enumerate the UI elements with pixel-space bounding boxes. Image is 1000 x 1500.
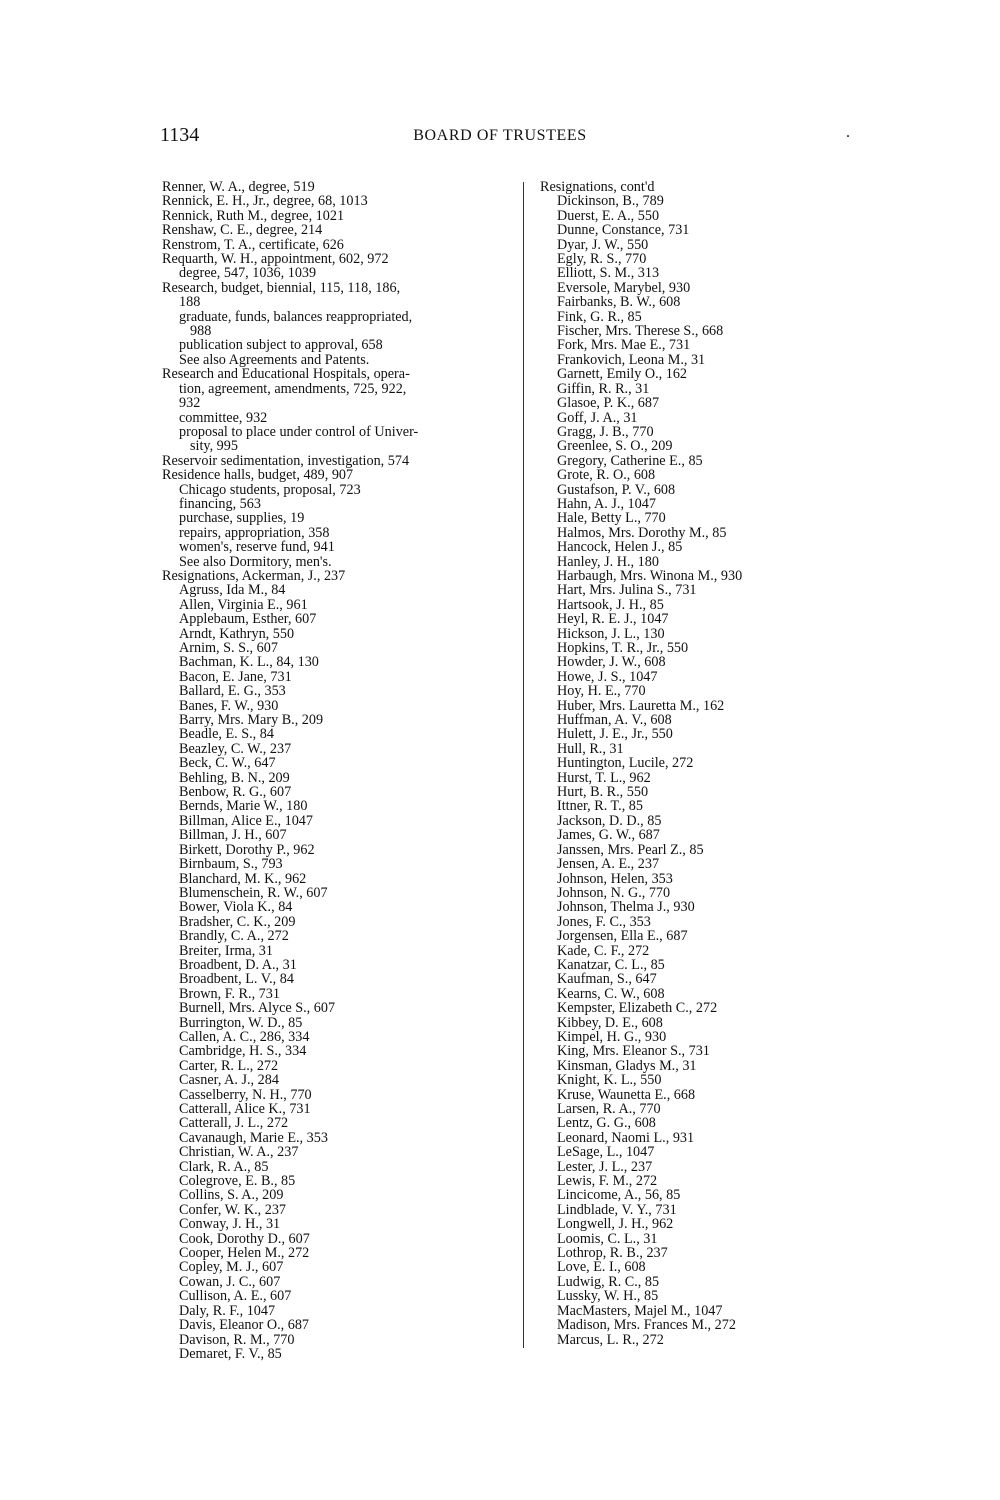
index-subentry: Duerst, E. A., 550 (557, 207, 660, 224)
index-subentry: Gustafson, P. V., 608 (557, 481, 676, 498)
index-subentry: Lindblade, V. Y., 731 (557, 1201, 677, 1218)
index-subentry: Lincicome, A., 56, 85 (557, 1187, 681, 1204)
index-subentry: Kempster, Elizabeth C., 272 (557, 1000, 718, 1017)
index-subentry: Arndt, Kathryn, 550 (179, 625, 295, 642)
index-subentry: Ballard, E. G., 353 (179, 683, 286, 700)
index-subentry: Broadbent, L. V., 84 (179, 971, 294, 988)
index-subentry: Burnell, Mrs. Alyce S., 607 (179, 1000, 336, 1017)
index-subentry: Jackson, D. D., 85 (557, 812, 662, 829)
index-subentry: Confer, W. K., 237 (179, 1201, 287, 1218)
index-subentry: Casselberry, N. H., 770 (179, 1086, 312, 1103)
index-subentry: Marcus, L. R., 272 (557, 1331, 664, 1348)
index-subentry: Beadle, E. S., 84 (179, 726, 274, 743)
index-subentry: repairs, appropriation, 358 (179, 524, 330, 541)
index-subentry: women's, reserve fund, 941 (179, 539, 335, 556)
index-subentry: Demaret, F. V., 85 (179, 1345, 282, 1362)
index-subentry: Jones, F. C., 353 (557, 913, 651, 930)
index-subentry: Davis, Eleanor O., 687 (179, 1317, 310, 1334)
index-subentry: Fischer, Mrs. Therese S., 668 (557, 323, 724, 340)
index-subentry: Carter, R. L., 272 (179, 1057, 279, 1074)
index-subentry: Breiter, Irma, 31 (179, 942, 273, 959)
index-subentry: Gregory, Catherine E., 85 (557, 452, 703, 469)
index-subentry: Lester, J. L., 237 (557, 1158, 653, 1175)
index-subentry: Hoy, H. E., 770 (557, 683, 646, 700)
index-subentry: proposal to place under control of Univer- (179, 423, 419, 440)
index-subentry: Larsen, R. A., 770 (557, 1101, 661, 1117)
index-subentry: Cowan, J. C., 607 (179, 1273, 281, 1290)
index-subentry: Casner, A. J., 284 (179, 1072, 279, 1089)
index-subentry: Lewis, F. M., 272 (557, 1173, 658, 1190)
page-header (0, 124, 1000, 150)
index-entry: Research, budget, biennial, 115, 118, 186, (162, 279, 401, 296)
index-subentry: Banes, F. W., 930 (179, 697, 279, 714)
index-entry: Reservoir sedimentation, investigation, 574 (162, 452, 410, 469)
index-entry: Resignations, Ackerman, J., 237 (162, 567, 346, 584)
index-subentry: purchase, supplies, 19 (179, 510, 305, 527)
index-entry: Renstrom, T. A., certificate, 626 (162, 236, 344, 253)
index-entry: Requarth, W. H., appointment, 602, 972 (162, 251, 389, 268)
index-subentry: Allen, Virginia E., 961 (179, 596, 308, 613)
index-subentry: Bernds, Marie W., 180 (179, 798, 308, 815)
index-subentry: Chicago students, proposal, 723 (179, 481, 361, 498)
index-subentry: Cooper, Helen M., 272 (179, 1245, 310, 1262)
index-subentry: Hartsook, J. H., 85 (557, 596, 664, 613)
index-subentry: Garnett, Emily O., 162 (557, 366, 688, 383)
index-subentry: Clark, R. A., 85 (179, 1158, 269, 1175)
index-subentry: Christian, W. A., 237 (179, 1144, 299, 1161)
index-subentry: Davison, R. M., 770 (179, 1331, 295, 1348)
index-subentry: Bachman, K. L., 84, 130 (179, 654, 319, 671)
index-subentry: Gragg, J. B., 770 (557, 423, 654, 440)
index-subentry: Beazley, C. W., 237 (179, 740, 292, 757)
index-subentry: sity, 995 (190, 438, 238, 455)
index-subentry: Kade, C. F., 272 (557, 942, 650, 959)
index-subentry: King, Mrs. Eleanor S., 731 (557, 1043, 710, 1060)
index-subentry: committee, 932 (179, 409, 268, 426)
index-subentry: Greenlee, S. O., 209 (557, 438, 673, 455)
index-subentry: Applebaum, Esther, 607 (179, 611, 317, 628)
index-subentry: graduate, funds, balances reappropriated, (179, 308, 413, 325)
index-entry: Renner, W. A., degree, 519 (162, 179, 315, 195)
index-subentry: Lothrop, R. B., 237 (557, 1245, 668, 1262)
index-subentry: Hurt, B. R., 550 (557, 784, 649, 801)
index-subentry: Behling, B. N., 209 (179, 769, 290, 786)
index-column-left (162, 180, 502, 1361)
index-subentry: Hahn, A. J., 1047 (557, 495, 656, 512)
index-subentry: Dickinson, B., 789 (557, 193, 664, 210)
index-subentry: Elliott, S. M., 313 (557, 265, 660, 282)
index-subentry: Longwell, J. H., 962 (557, 1216, 674, 1233)
index-subentry: Daly, R. F., 1047 (179, 1302, 276, 1319)
index-subentry: Hancock, Helen J., 85 (557, 539, 683, 556)
index-subentry: 932 (179, 395, 201, 412)
index-subentry: Billman, J. H., 607 (179, 827, 287, 844)
index-subentry: Fork, Mrs. Mae E., 731 (557, 337, 691, 354)
index-entry: Renshaw, C. E., degree, 214 (162, 222, 323, 239)
index-subentry: 988 (190, 323, 212, 340)
trailing-mark: . (846, 124, 850, 141)
index-subentry: Cook, Dorothy D., 607 (179, 1230, 310, 1247)
index-subentry: Johnson, N. G., 770 (557, 884, 671, 901)
index-subentry: Howe, J. S., 1047 (557, 668, 658, 685)
index-subentry: Broadbent, D. A., 31 (179, 956, 297, 973)
index-subentry: Johnson, Helen, 353 (557, 870, 673, 887)
index-subentry: Dyar, J. W., 550 (557, 236, 649, 253)
index-subentry: Harbaugh, Mrs. Winona M., 930 (557, 567, 743, 584)
index-subentry: publication subject to approval, 658 (179, 337, 383, 354)
index-subentry: financing, 563 (179, 495, 261, 512)
index-subentry: tion, agreement, amendments, 725, 922, (179, 380, 407, 397)
index-subentry: Cavanaugh, Marie E., 353 (179, 1129, 328, 1146)
index-subentry: Kruse, Waunetta E., 668 (557, 1086, 696, 1103)
index-subentry: Knight, K. L., 550 (557, 1072, 662, 1089)
index-subentry: Hull, R., 31 (557, 740, 624, 757)
index-subentry: Callen, A. C., 286, 334 (179, 1028, 310, 1045)
index-subentry: Hurst, T. L., 962 (557, 769, 651, 786)
index-subentry: Kaufman, S., 647 (557, 971, 657, 988)
index-subentry: LeSage, L., 1047 (557, 1144, 655, 1161)
index-subentry: MacMasters, Majel M., 1047 (557, 1302, 723, 1319)
index-subentry: Love, E. I., 608 (557, 1259, 646, 1276)
index-subentry: Birkett, Dorothy P., 962 (179, 841, 315, 858)
index-subentry: See also Dormitory, men's. (179, 553, 332, 570)
index-subentry: Agruss, Ida M., 84 (179, 582, 286, 599)
index-subentry: Benbow, R. G., 607 (179, 784, 292, 801)
index-subentry: Bower, Viola K., 84 (179, 899, 293, 916)
index-subentry: Kibbey, D. E., 608 (557, 1014, 663, 1031)
index-subentry: Hickson, J. L., 130 (557, 625, 665, 642)
index-subentry: Huber, Mrs. Lauretta M., 162 (557, 697, 725, 714)
index-subentry: Lentz, G. G., 608 (557, 1115, 656, 1132)
index-subentry: Lussky, W. H., 85 (557, 1288, 659, 1305)
index-subentry: Bradsher, C. K., 209 (179, 913, 296, 930)
index-entry: Research and Educational Hospitals, opera- (162, 366, 410, 383)
index-subentry: Brandly, C. A., 272 (179, 928, 289, 945)
index-subentry: Blanchard, M. K., 962 (179, 870, 307, 887)
index-subentry: James, G. W., 687 (557, 827, 660, 844)
index-subentry: Frankovich, Leona M., 31 (557, 351, 706, 368)
index-subentry: Grote, R. O., 608 (557, 467, 656, 484)
index-subentry: Hart, Mrs. Julina S., 731 (557, 582, 697, 599)
index-subentry: Leonard, Naomi L., 931 (557, 1129, 695, 1146)
index-subentry: Burrington, W. D., 85 (179, 1014, 303, 1031)
column-divider (523, 182, 524, 1348)
index-subentry: Kinsman, Gladys M., 31 (557, 1057, 697, 1074)
index-column-right (540, 180, 840, 1347)
index-subentry: Brown, F. R., 731 (179, 985, 280, 1002)
index-entry: Rennick, E. H., Jr., degree, 68, 1013 (162, 193, 368, 210)
index-subentry: Arnim, S. S., 607 (179, 640, 278, 656)
index-subentry: See also Agreements and Patents. (179, 351, 370, 368)
index-subentry: Bacon, E. Jane, 731 (179, 668, 292, 685)
page-number: 1134 (160, 124, 200, 146)
index-subentry: 188 (179, 294, 201, 311)
index-subentry: Janssen, Mrs. Pearl Z., 85 (557, 841, 704, 858)
index-subentry: Howder, J. W., 608 (557, 654, 666, 671)
index-subentry: Cullison, A. E., 607 (179, 1288, 292, 1305)
index-subentry: Loomis, C. L., 31 (557, 1230, 658, 1247)
index-subentry: Jensen, A. E., 237 (557, 856, 660, 873)
index-subentry: Barry, Mrs. Mary B., 209 (179, 712, 324, 729)
index-subentry: Catterall, J. L., 272 (179, 1115, 289, 1132)
index-entry: Residence halls, budget, 489, 907 (162, 467, 354, 484)
index-subentry: Conway, J. H., 31 (179, 1216, 281, 1233)
index-subentry: Johnson, Thelma J., 930 (557, 899, 695, 916)
index-entry: Resignations, cont'd (540, 179, 655, 195)
index-subentry: Huntington, Lucile, 272 (557, 755, 694, 772)
index-subentry: Halmos, Mrs. Dorothy M., 85 (557, 524, 727, 541)
index-subentry: Kimpel, H. G., 930 (557, 1028, 667, 1045)
index-subentry: Catterall, Alice K., 731 (179, 1101, 311, 1117)
index-subentry: Ludwig, R. C., 85 (557, 1273, 660, 1290)
index-subentry: Hanley, J. H., 180 (557, 553, 659, 570)
index-subentry: Fink, G. R., 85 (557, 308, 642, 325)
index-subentry: Beck, C. W., 647 (179, 755, 276, 772)
index-subentry: Kearns, C. W., 608 (557, 985, 665, 1002)
index-subentry: Birnbaum, S., 793 (179, 856, 283, 873)
index-subentry: Hale, Betty L., 770 (557, 510, 666, 527)
index-subentry: Hulett, J. E., Jr., 550 (557, 726, 673, 743)
index-subentry: Kanatzar, C. L., 85 (557, 956, 665, 973)
index-subentry: Blumenschein, R. W., 607 (179, 884, 328, 901)
index-entry: Rennick, Ruth M., degree, 1021 (162, 207, 345, 224)
index-subentry: Collins, S. A., 209 (179, 1187, 284, 1204)
index-subentry: Goff, J. A., 31 (557, 409, 638, 426)
index-subentry: Eversole, Marybel, 930 (557, 279, 691, 296)
index-subentry: Egly, R. S., 770 (557, 251, 647, 268)
index-subentry: Giffin, R. R., 31 (557, 380, 650, 397)
index-subentry: Ittner, R. T., 85 (557, 798, 643, 815)
index-subentry: Colegrove, E. B., 85 (179, 1173, 296, 1190)
index-subentry: Madison, Mrs. Frances M., 272 (557, 1317, 736, 1334)
running-title: BOARD OF TRUSTEES (413, 127, 587, 144)
index-subentry: Huffman, A. V., 608 (557, 712, 672, 729)
index-subentry: Heyl, R. E. J., 1047 (557, 611, 669, 628)
index-subentry: Cambridge, H. S., 334 (179, 1043, 307, 1060)
index-subentry: Dunne, Constance, 731 (557, 222, 690, 239)
index-subentry: Hopkins, T. R., Jr., 550 (557, 640, 689, 656)
index-subentry: Jorgensen, Ella E., 687 (557, 928, 688, 945)
index-subentry: Copley, M. J., 607 (179, 1259, 284, 1276)
index-subentry: Billman, Alice E., 1047 (179, 812, 313, 829)
index-subentry: Glasoe, P. K., 687 (557, 395, 660, 412)
index-subentry: Fairbanks, B. W., 608 (557, 294, 681, 311)
index-subentry: degree, 547, 1036, 1039 (179, 265, 317, 282)
